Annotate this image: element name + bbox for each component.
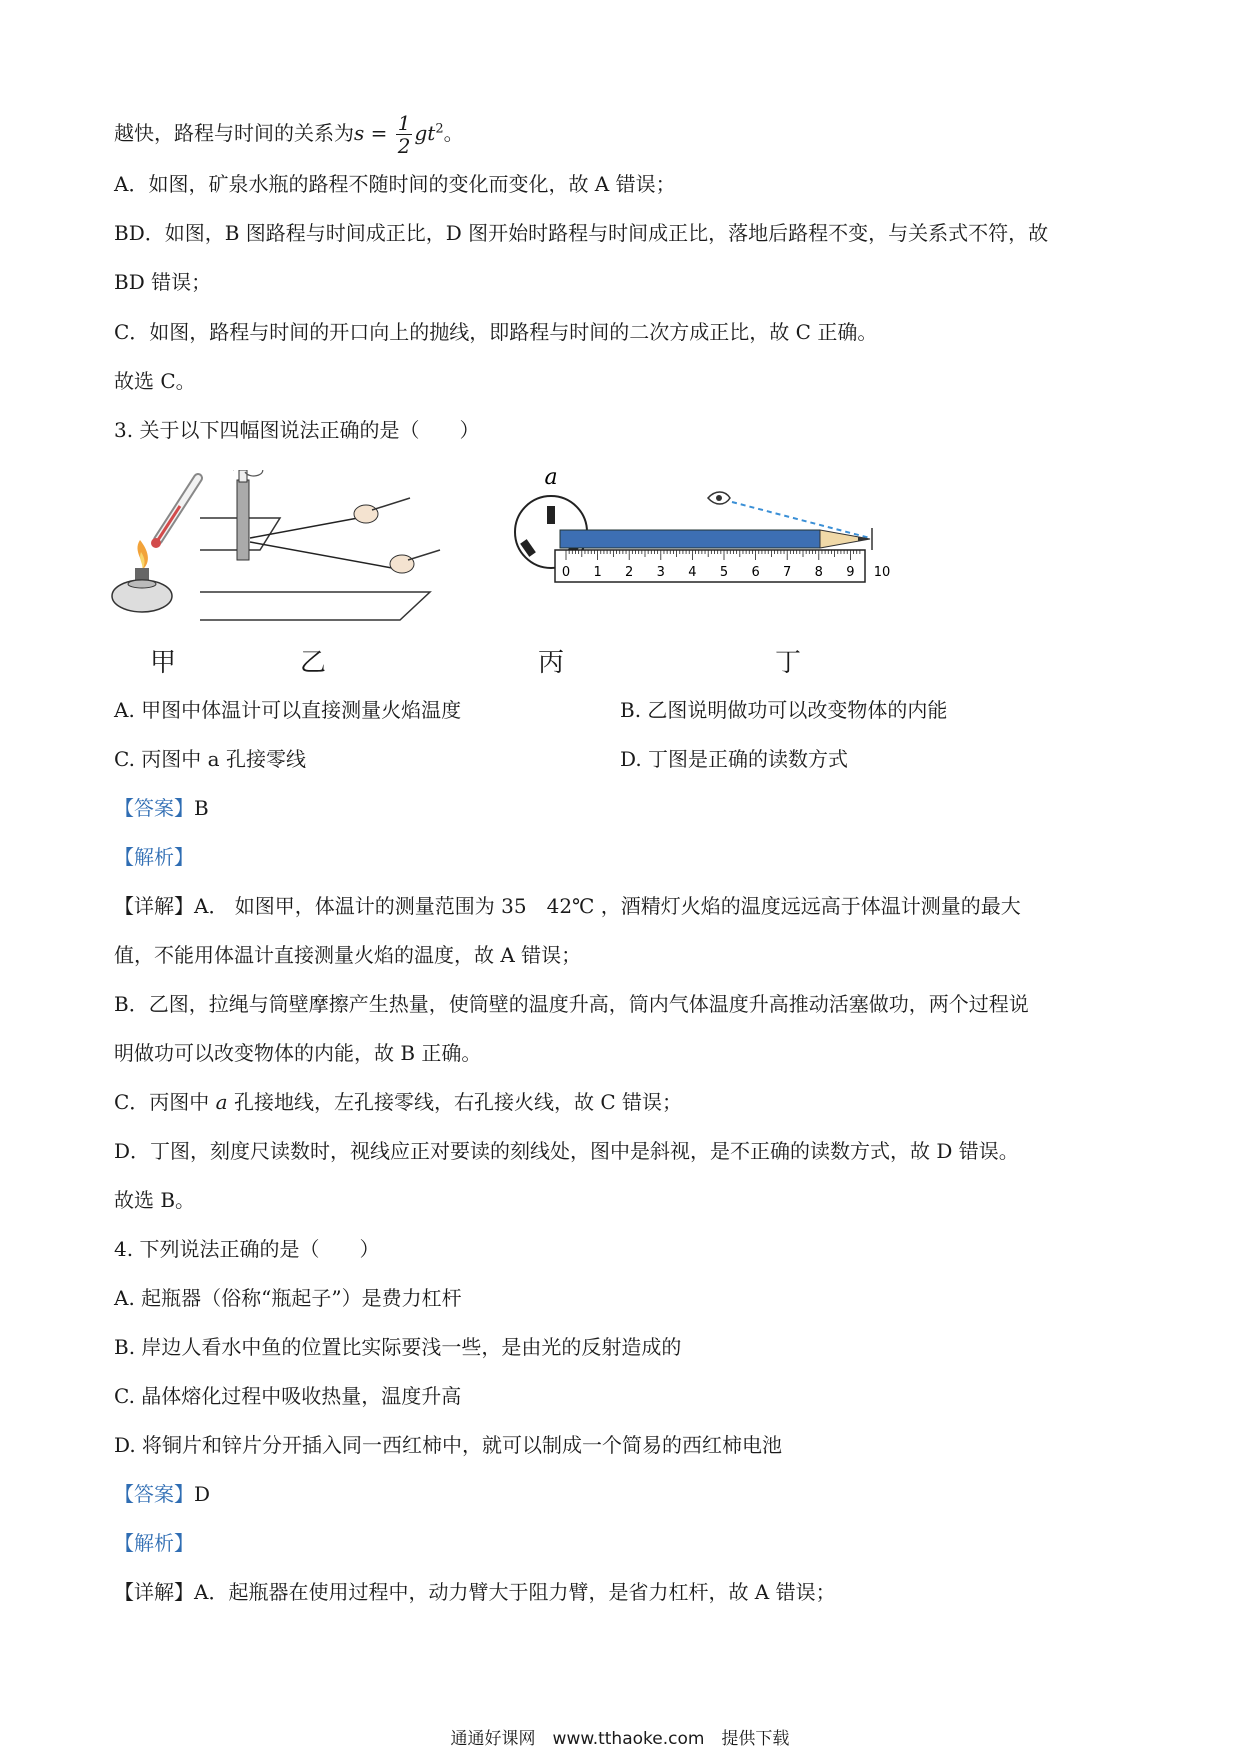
- text: 越快，路程与时间的关系为: [114, 121, 354, 145]
- ruler-tick-label: 2: [625, 565, 634, 580]
- figure-label-yi: 乙: [300, 648, 327, 678]
- answer-value: D: [194, 1482, 211, 1506]
- detail-tag: 【详解】: [114, 1580, 194, 1604]
- ruler-tick-label: 9: [846, 565, 855, 580]
- ruler-tick-label: 0: [561, 565, 571, 580]
- ruler-tick-label: 6: [751, 565, 760, 580]
- q3-option-a: A. 甲图中体温计可以直接测量火焰温度: [114, 698, 462, 722]
- paragraph: BD．如图，B 图路程与时间成正比，D 图开始时路程与时间成正比，落地后路程不变，与关系式不符，故: [114, 221, 1049, 245]
- q4-analysis-tag: 【解析】: [114, 1531, 194, 1555]
- fraction-denominator: 2: [397, 134, 411, 158]
- question-4-stem: 4. 下列说法正确的是（ ）: [114, 1237, 380, 1261]
- text: 孔接地线，左孔接零线，右孔接火线，故 C 错误；: [227, 1090, 682, 1114]
- fraction: [396, 112, 413, 157]
- q3-analysis-tag: 【解析】: [114, 845, 194, 869]
- ruler-tick-label: 3: [656, 565, 665, 580]
- detail-text: A．起瓶器在使用过程中，动力臂大于阻力臂，是省力杠杆，故 A 错误；: [194, 1580, 836, 1604]
- formula-line: [114, 112, 464, 157]
- socket-hole-label: a: [544, 470, 558, 490]
- text: C．丙图中: [114, 1090, 216, 1114]
- formula-var-s: s: [354, 121, 365, 145]
- fraction-numerator: 1: [397, 111, 411, 135]
- q4-option-d: D. 将铜片和锌片分开插入同一西红柿中，就可以制成一个简易的西红柿电池: [114, 1433, 783, 1457]
- ruler-tick-label: 7: [783, 565, 792, 580]
- paragraph: C．如图，路程与时间的开口向上的抛线，即路程与时间的二次方成正比，故 C 正确。: [114, 320, 878, 344]
- q3-option-d: D. 丁图是正确的读数方式: [620, 747, 849, 771]
- text: 。: [443, 121, 464, 145]
- q3-option-c: C. 丙图中 a 孔接零线: [114, 747, 306, 771]
- page-footer: 通通好课网 www.tthaoke.com 提供下载: [450, 1729, 790, 1749]
- paragraph: BD 错误；: [114, 270, 212, 294]
- figure-label-ding: 丁: [775, 648, 802, 678]
- ruler-tick-label: 1: [593, 565, 602, 580]
- paragraph: 故选 B。: [114, 1188, 196, 1212]
- italic-a: a: [215, 1090, 228, 1114]
- q3-detail-line-1: [114, 892, 1021, 920]
- detail-tag: 【详解】: [114, 894, 194, 918]
- figure-label-bing: 丙: [538, 648, 565, 678]
- paragraph: B．乙图，拉绳与筒壁摩擦产生热量，使筒壁的温度升高，筒内气体温度升高推动活塞做功，两个过程说: [114, 992, 1029, 1016]
- answer-tag: 【答案】: [114, 796, 194, 820]
- q3-option-b: B. 乙图说明做功可以改变物体的内能: [620, 698, 948, 722]
- q4-answer: [114, 1480, 210, 1508]
- alcohol-lamp-thermometer-illustration: [112, 478, 198, 612]
- answer-tag: 【答案】: [114, 1482, 194, 1506]
- q4-detail-line-1: [114, 1578, 836, 1606]
- detail-text: A． 如图甲，体温计的测量范围为 35 42℃ ，酒精灯火焰的温度远远高于体温计测量的最大: [194, 894, 1021, 918]
- paragraph: D．丁图，刻度尺读数时，视线应正对要读的刻线处，图中是斜视，是不正确的读数方式，故 D 错误。: [114, 1139, 1019, 1163]
- tube-rope-illustration: [200, 470, 440, 620]
- question-3-stem: 3. 关于以下四幅图说法正确的是（ ）: [114, 418, 480, 442]
- formula-gt: gt: [414, 121, 436, 145]
- ruler-tick-label: 8: [814, 565, 823, 580]
- paragraph: 明做功可以改变物体的内能，故 B 正确。: [114, 1041, 482, 1065]
- paragraph: 值，不能用体温计直接测量火焰的温度，故 A 错误；: [114, 943, 582, 967]
- q3-answer: [114, 794, 209, 822]
- paragraph: A．如图，矿泉水瓶的路程不随时间的变化而变化，故 A 错误；: [114, 172, 676, 196]
- figure-label-jia: 甲: [150, 648, 177, 678]
- ruler-tick-label: 10: [873, 565, 891, 580]
- ruler-tick-label: 4: [688, 565, 697, 580]
- q4-option-b: B. 岸边人看水中鱼的位置比实际要浅一些，是由光的反射造成的: [114, 1335, 682, 1359]
- q4-option-c: C. 晶体熔化过程中吸收热量，温度升高: [114, 1384, 462, 1408]
- ruler-pencil-illustration: [555, 492, 890, 582]
- ruler-tick-label: 5: [719, 565, 729, 580]
- formula-eq: =: [364, 121, 394, 145]
- paragraph: [114, 1088, 682, 1116]
- paragraph: 故选 C。: [114, 369, 196, 393]
- formula-exponent: 2: [435, 121, 444, 137]
- q4-option-a: A. 起瓶器（俗称“瓶起子”）是费力杠杆: [114, 1286, 462, 1310]
- answer-value: B: [194, 796, 209, 820]
